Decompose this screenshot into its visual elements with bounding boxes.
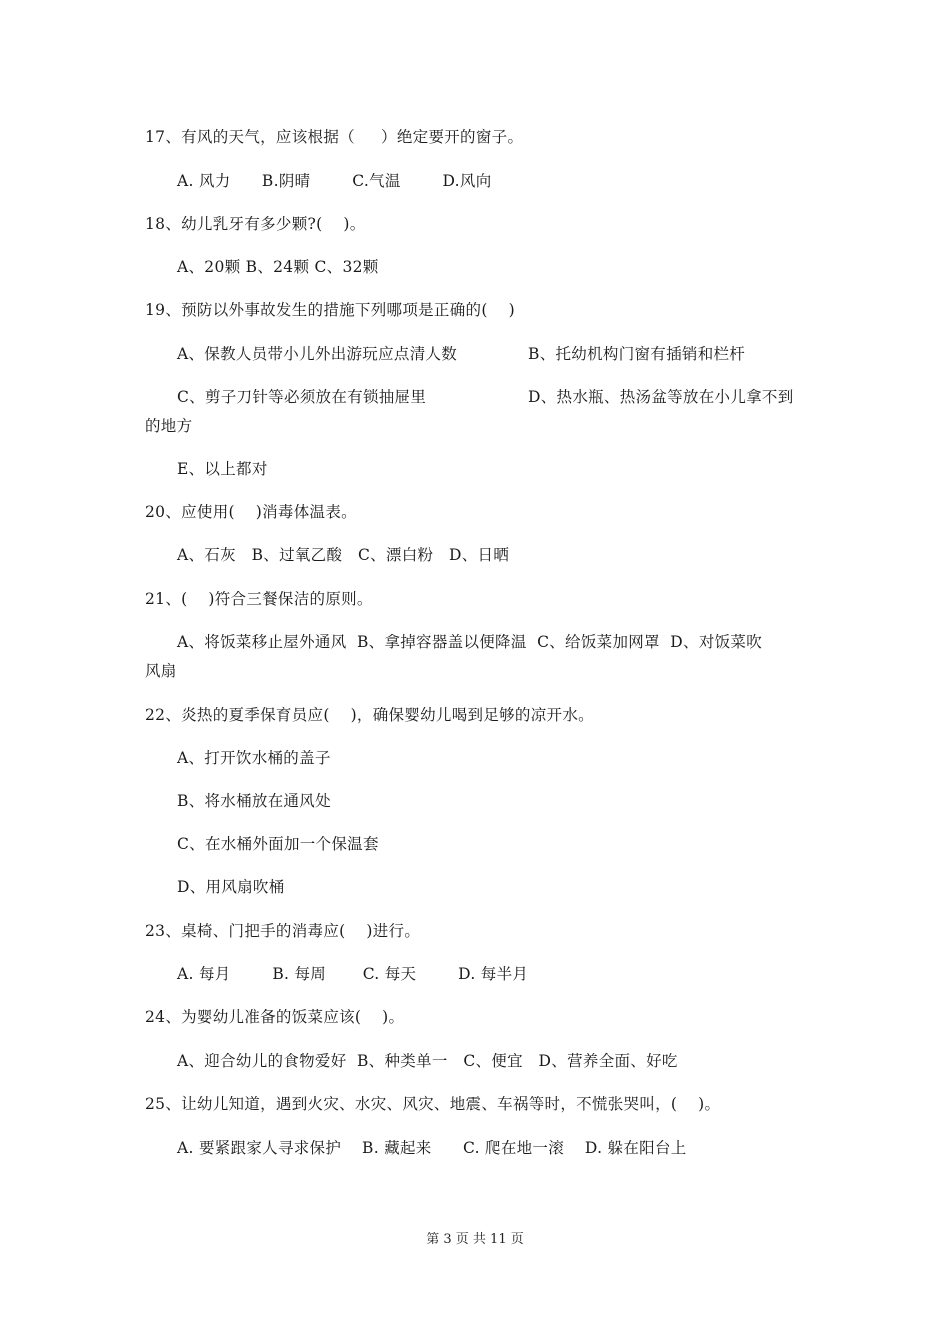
question-22-option-d: D、用风扇吹桶 — [177, 878, 285, 896]
question-22-option-a: A、打开饮水桶的盖子 — [177, 749, 331, 767]
question-18-options: A、20颗 B、24颗 C、32颗 — [177, 258, 379, 276]
question-22: 22、炎热的夏季保育员应( )，确保婴幼儿喝到足够的凉开水。 — [145, 706, 594, 724]
question-23-options: A. 每月 B. 每周 C. 每天 D. 每半月 — [177, 965, 529, 983]
question-21-options-cont: 风扇 — [145, 662, 177, 680]
question-17: 17、有风的天气，应该根据（ ）绝定要开的窗子。 — [145, 128, 524, 146]
question-19-option-a: A、保教人员带小儿外出游玩应点清人数 — [177, 345, 458, 363]
question-25: 25、让幼儿知道，遇到火灾、水灾、风灾、地震、车祸等时，不慌张哭叫，( )。 — [145, 1095, 721, 1113]
question-19: 19、预防以外事故发生的措施下列哪项是正确的( ) — [145, 301, 515, 319]
question-19-option-e: E、以上都对 — [177, 460, 268, 478]
question-19-option-d-cont: 的地方 — [145, 417, 193, 435]
question-20-options: A、石灰 B、过氧乙酸 C、漂白粉 D、日晒 — [177, 546, 510, 564]
question-19-option-b: B、托幼机构门窗有插销和栏杆 — [528, 345, 746, 363]
question-21-options: A、将饭菜移止屋外通风 B、拿掉容器盖以便降温 C、给饭菜加网罩 D、对饭菜吹 — [177, 633, 763, 651]
question-17-options: A. 风力 B.阴晴 C.气温 D.风向 — [177, 172, 492, 190]
question-19-option-c: C、剪子刀针等必须放在有锁抽屉里 — [177, 388, 427, 406]
question-21: 21、( )符合三餐保洁的原则。 — [145, 590, 373, 608]
question-23: 23、桌椅、门把手的消毒应( )进行。 — [145, 922, 421, 940]
question-20: 20、应使用( )消毒体温表。 — [145, 503, 357, 521]
question-25-options: A. 要紧跟家人寻求保护 B. 藏起来 C. 爬在地一滚 D. 躲在阳台上 — [177, 1139, 687, 1157]
question-18: 18、幼儿乳牙有多少颗?( )。 — [145, 215, 366, 233]
question-24-options: A、迎合幼儿的食物爱好 B、种类单一 C、便宜 D、营养全面、好吃 — [177, 1052, 678, 1070]
question-24: 24、为婴幼儿准备的饭菜应该( )。 — [145, 1008, 405, 1026]
question-22-option-c: C、在水桶外面加一个保温套 — [177, 835, 379, 853]
page-footer: 第 3 页 共 11 页 — [426, 1232, 524, 1247]
question-22-option-b: B、将水桶放在通风处 — [177, 792, 331, 810]
question-19-option-d: D、热水瓶、热汤盆等放在小儿拿不到 — [528, 388, 794, 406]
